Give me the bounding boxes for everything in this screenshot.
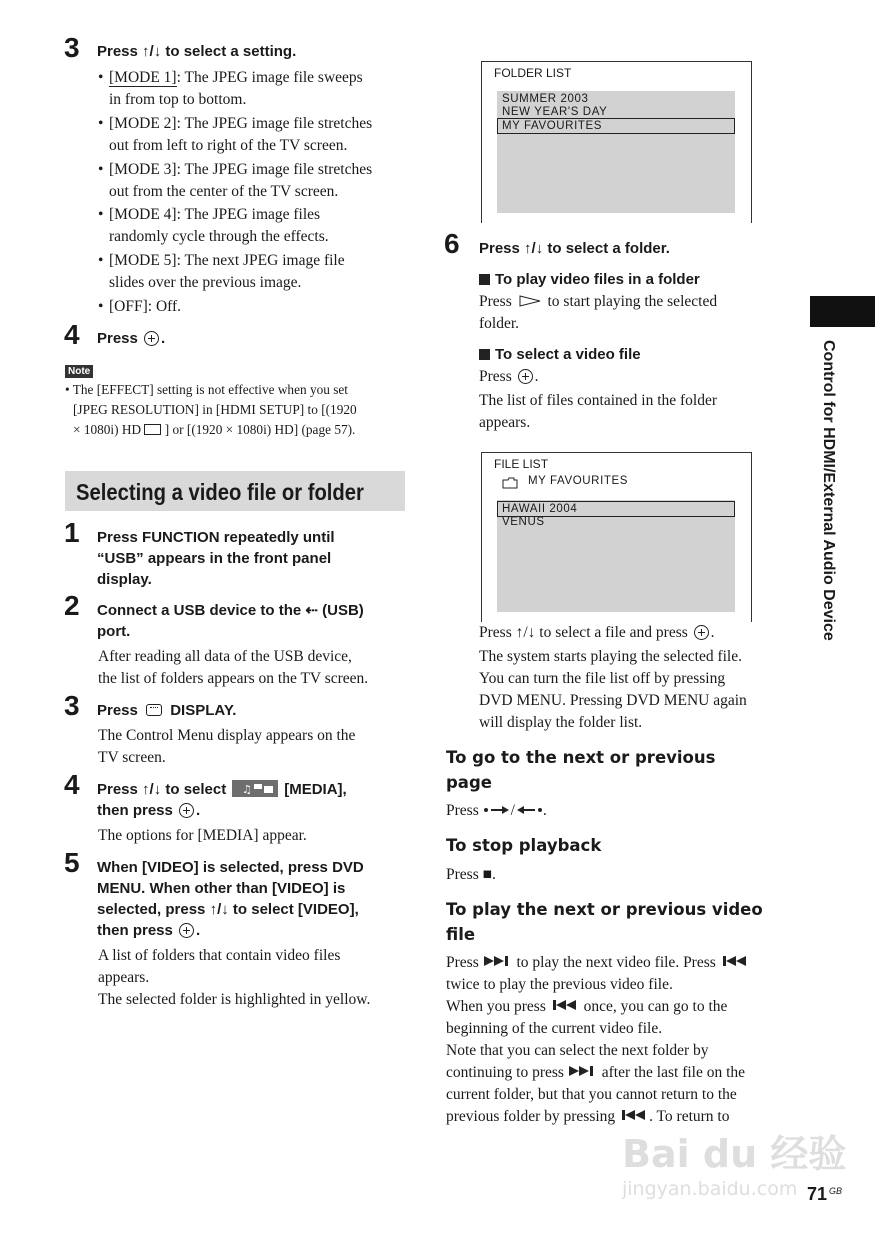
mode1-text: : The JPEG image file sweeps (176, 69, 363, 86)
video-step-3-number: 3 (64, 690, 79, 721)
folder-list-title: FOLDER LIST (494, 66, 572, 80)
note-text (65, 380, 357, 440)
video-step-3-heading: Press DISPLAY. (97, 702, 237, 719)
note-line3: × 1080i) HD ] or [(1920 × 1080i) HD] (page 57). (73, 422, 356, 437)
after-file-body: Press ↑/↓ to select a file and press . The system starts playing the selected file. You can turn the file list off by pressing DVD MENU. Pressing DVD MENU again will display the folder list. (479, 624, 747, 731)
previous-page-icon (515, 804, 543, 816)
file-item[interactable]: VENUS (502, 516, 545, 528)
usb-icon: ⇠ (305, 602, 318, 619)
step-3-number: 3 (64, 32, 79, 63)
display-button-icon (146, 704, 162, 716)
enter-button-icon (144, 331, 159, 346)
section-title: Selecting a video file or folder (76, 479, 364, 505)
mode5-line2: slides over the previous image. (109, 274, 302, 291)
bullet-mode1: • [MODE 1]: The JPEG image file sweeps in from top to bottom. (98, 69, 363, 108)
step-6-heading: Press ↑/↓ to select a folder. (479, 240, 670, 257)
video-step-3-body: The Control Menu display appears on the TV screen. (98, 727, 356, 766)
step-4-heading (97, 328, 165, 349)
folder-item[interactable]: SUMMER 2003 (502, 93, 589, 105)
mode5-line1: [MODE 5]: The next JPEG image file (109, 252, 345, 269)
mode4-line1: [MODE 4]: The JPEG image files (109, 206, 321, 223)
next-page-icon (483, 804, 511, 816)
enter-button-icon (518, 369, 533, 384)
next-page-heading: To go to the next or previous page (446, 748, 716, 792)
mode1-label: [MODE 1] (109, 69, 177, 86)
mode4-line2: randomly cycle through the effects. (109, 228, 329, 245)
note-line1: • The [EFFECT] setting is not effective when you set (65, 382, 348, 397)
square-bullet-icon (479, 349, 490, 360)
bullet-mode3: • [MODE 3]: The JPEG image file stretches out from the center of the TV screen. (98, 161, 373, 200)
step-4-number: 4 (64, 319, 79, 350)
select-file-body: Press . The list of files contained in the folder appears. (479, 368, 718, 431)
next-page-body: Press / . (446, 802, 547, 819)
enter-button-icon (694, 625, 709, 640)
video-step-5-body: A list of folders that contain video files appears. The selected folder is highlighted in yellow. (98, 947, 371, 1008)
stop-body: Press ■. (446, 866, 496, 883)
step-3-heading: Press ↑/↓ to select a setting. (97, 43, 297, 60)
next-track-icon (568, 1065, 598, 1077)
current-folder-name: MY FAVOURITES (528, 475, 629, 487)
video-step-1-number: 1 (64, 517, 79, 548)
video-step-2-body: After reading all data of the USB device, the list of folders appears on the TV screen. (98, 648, 369, 687)
step-4-prefix: Press (97, 330, 138, 347)
play-button-icon (519, 295, 541, 307)
play-folder-body: Press to start playing the selected folder. (479, 293, 718, 332)
play-folder-heading: To play video files in a folder (479, 269, 700, 290)
previous-track-icon (720, 955, 750, 967)
mode3-line2: out from the center of the TV screen. (109, 183, 339, 200)
video-step-4-number: 4 (64, 769, 79, 800)
video-step-1-heading: Press FUNCTION repeatedly until “USB” appears in the front panel display. (97, 529, 335, 588)
mode3-line1: [MODE 3]: The JPEG image file stretches (109, 161, 373, 178)
mode1-text-line2: in from top to bottom. (109, 91, 247, 108)
bullet-mode5: • [MODE 5]: The next JPEG image file slides over the previous image. (98, 252, 345, 291)
watermark-url: jingyan.baidu.com (622, 1178, 798, 1200)
previous-track-icon (619, 1109, 649, 1121)
folder-item[interactable]: NEW YEAR'S DAY (502, 106, 608, 118)
folder-icon (502, 476, 518, 494)
video-step-5-heading: When [VIDEO] is selected, press DVD MENU. When other than [VIDEO] is selected, press ↑/↓ to select [VIDEO], then press . (97, 859, 364, 939)
page-number: 71 $^{GB}$ (807, 1184, 843, 1204)
previous-track-icon (550, 999, 580, 1011)
square-bullet-icon (479, 274, 490, 285)
watermark-logo: Bai du 经验 (622, 1132, 847, 1176)
off-line1: [OFF]: Off. (109, 298, 182, 315)
page-suffix: GB (829, 1186, 843, 1196)
video-step-5-number: 5 (64, 847, 79, 878)
video-step-4-body: The options for [MEDIA] appear. (98, 827, 307, 844)
step-4-suffix: . (161, 330, 166, 347)
folder-item-selected[interactable]: MY FAVOURITES (502, 120, 603, 132)
bullet-mode4: • [MODE 4]: The JPEG image files randomly cycle through the effects. (98, 206, 329, 245)
mode2-line2: out from left to right of the TV screen. (109, 137, 348, 154)
video-step-2-heading: Connect a USB device to the ⇠ (USB) port. (97, 602, 364, 640)
chapter-title: Control for HDMI/External Audio Device (820, 340, 837, 641)
note-badge: Note (65, 365, 93, 378)
select-file-heading: To select a video file (479, 344, 641, 365)
video-step-2-number: 2 (64, 590, 79, 621)
bullet-mode2: • [MODE 2]: The JPEG image file stretches out from left to right of the TV screen. (98, 115, 373, 154)
note-line2: [JPEG RESOLUTION] in [HDMI SETUP] to [(1920 (73, 402, 357, 417)
enter-button-icon (179, 803, 194, 818)
next-video-body: Press to play the next video file. Press twice to play the previous video file. When you press once, you can go to the beginning of the current video file. Note that you can select the next folder by continuing to press after the last file on the current folder, but that you cannot return to the previous folder by pressing . To return to (446, 952, 750, 1128)
enter-button-icon (179, 923, 194, 938)
mode2-line1: [MODE 2]: The JPEG image file stretches (109, 115, 373, 132)
next-video-heading: To play the next or previous video file (446, 900, 763, 944)
stop-heading: To stop playback (446, 836, 602, 855)
bullet-off: • [OFF]: Off. (98, 298, 182, 315)
file-list-title: FILE LIST (494, 457, 549, 471)
file-item-selected[interactable]: HAWAII 2004 (502, 503, 578, 515)
svg-text:♫: ♫ (242, 783, 253, 796)
video-step-4-heading: Press ↑/↓ to select ♫ [MEDIA], then press . (97, 781, 347, 819)
step-6-number: 6 (444, 228, 459, 259)
wide-screen-icon (144, 424, 161, 435)
chapter-tab (810, 296, 875, 327)
next-track-icon (483, 955, 513, 967)
media-icon (232, 780, 278, 797)
